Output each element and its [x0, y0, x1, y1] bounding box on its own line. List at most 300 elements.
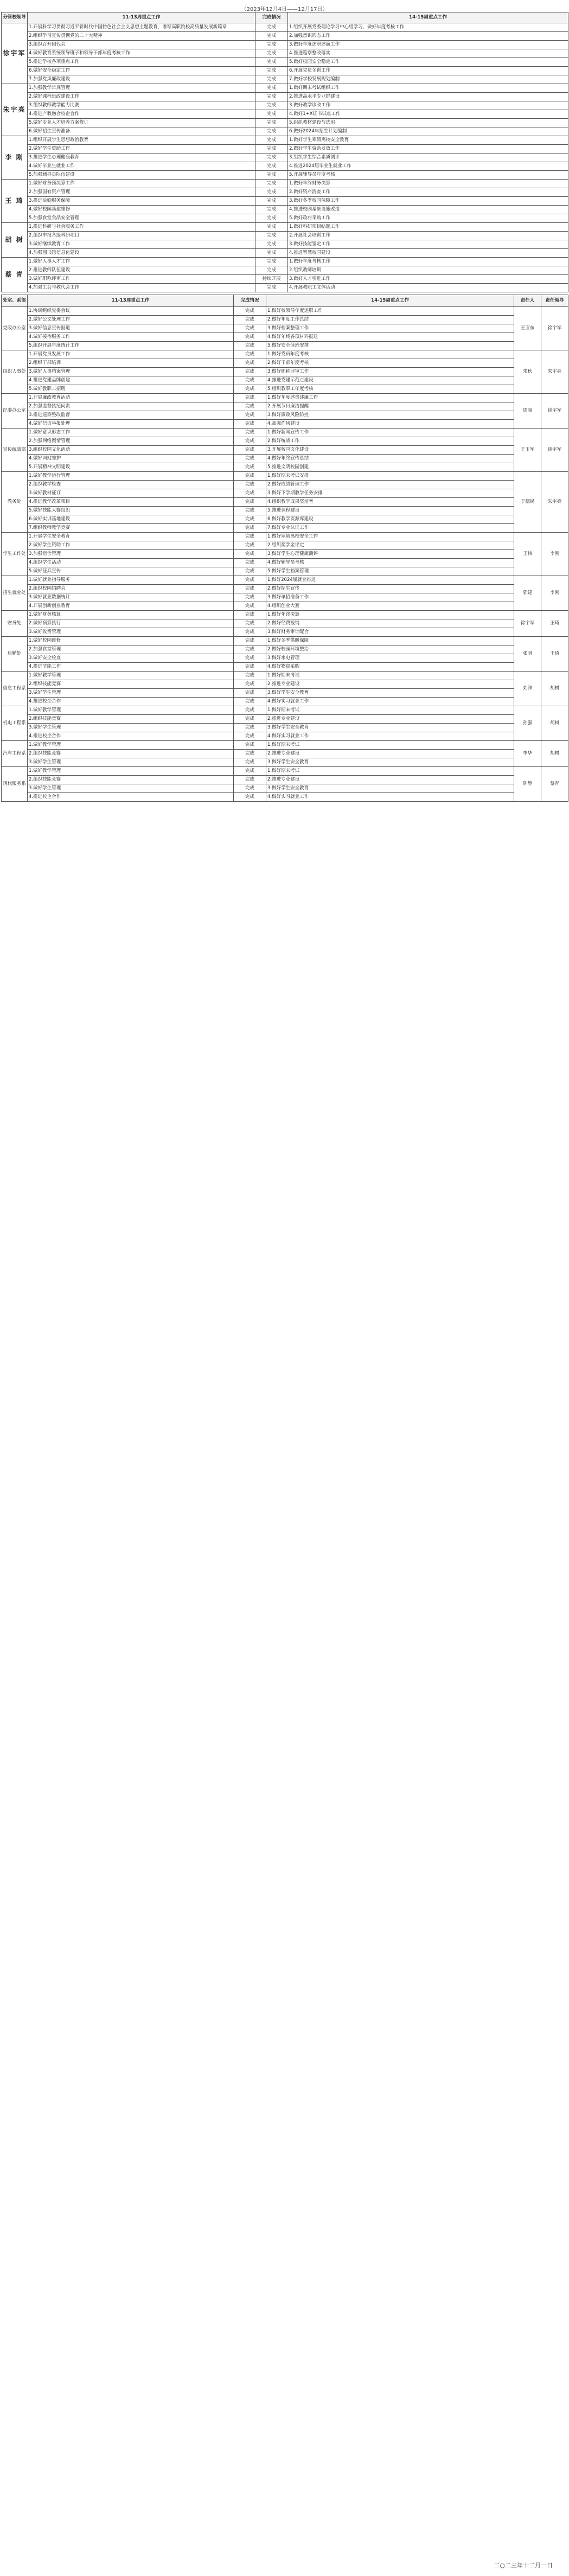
completion-status: 完成	[234, 420, 266, 429]
task-next: 5.组织教材建设与选用	[288, 119, 568, 127]
task-current: 3.做好人事档案管理	[28, 368, 234, 376]
table-row	[2, 793, 568, 802]
task-current: 4.做好网站维护	[28, 455, 234, 463]
task-next: 6.做好教学资源库建设	[266, 515, 514, 524]
completion-status: 完成	[234, 784, 266, 793]
task-next: 3.组织学生综合素质测评	[288, 154, 568, 162]
task-next: 3.做好技能鉴定工作	[288, 240, 568, 249]
responsible-leader: 李刚	[541, 533, 568, 576]
task-next: 4.做好1+X证书试点工作	[288, 110, 568, 119]
column-header: 14-15周重点工作	[288, 12, 568, 23]
task-current: 2.加强网络舆情管理	[28, 437, 234, 446]
task-current: 3.做好职称评审工作	[28, 275, 255, 284]
task-next: 1.做好年终决算	[266, 611, 514, 619]
completion-status: 完成	[255, 284, 288, 292]
completion-status: 完成	[234, 663, 266, 672]
completion-status: 完成	[234, 724, 266, 732]
task-next: 6.做好2024年招生计划编制	[288, 127, 568, 136]
table-row	[2, 223, 568, 232]
task-next: 3.做好人才引进工作	[288, 275, 568, 284]
table-row	[2, 324, 568, 333]
leader-name: 胡 树	[2, 223, 28, 258]
responsible-leader: 胡树	[541, 706, 568, 741]
completion-status: 完成	[255, 171, 288, 180]
table-row	[2, 472, 568, 481]
table-row	[2, 258, 568, 266]
table-row	[2, 240, 568, 249]
table-row	[2, 672, 568, 680]
table-row	[2, 359, 568, 368]
task-current: 5.加强辅导员队伍建设	[28, 171, 255, 180]
completion-status: 完成	[234, 672, 266, 680]
task-next: 5.做好学生档案管理	[266, 567, 514, 576]
department-name: 招生就业处	[2, 576, 28, 611]
department-name: 机电工程系	[2, 706, 28, 741]
task-next: 1.组织开展党委理论学习中心组学习，做好年度考核工作	[288, 23, 568, 32]
task-current: 3.做好学生管理	[28, 758, 234, 767]
task-next: 1.做好学生寒假离校安全教育	[288, 136, 568, 145]
completion-status: 完成	[234, 611, 266, 619]
task-next: 2.做好学生资助发放工作	[288, 145, 568, 154]
task-current: 3.做好继续教育工作	[28, 240, 255, 249]
completion-status: 完成	[234, 368, 266, 376]
task-current: 7.组织教师教学竞赛	[28, 524, 234, 533]
task-next: 5.推进课程建设	[266, 507, 514, 515]
department-name: 财务处	[2, 611, 28, 637]
task-current: 5.推进学校各项重点工作	[28, 58, 255, 67]
task-next: 2.开展社会培训工作	[288, 232, 568, 240]
table-row	[2, 214, 568, 223]
task-next: 3.做好学生安全教育	[266, 724, 514, 732]
task-next: 3.做好廉政风险防控	[266, 411, 514, 420]
table-row	[2, 576, 568, 585]
table-row	[2, 171, 568, 180]
task-current: 4.开展创新创业教育	[28, 602, 234, 611]
completion-status: 完成	[234, 567, 266, 576]
table-row	[2, 266, 568, 275]
task-next: 2.组织奖学金评定	[266, 541, 514, 550]
task-next: 2.做好干部年度考核	[266, 359, 514, 368]
task-current: 2.加强食堂管理	[28, 645, 234, 654]
task-next: 2.开展节日廉洁提醒	[266, 402, 514, 411]
task-next: 2.做好统战工作	[266, 437, 514, 446]
table-row	[2, 162, 568, 171]
table-row	[2, 75, 568, 84]
task-next: 2.推进专业建设	[266, 680, 514, 689]
table-row	[2, 715, 568, 724]
task-current: 5.做好教职工招聘	[28, 385, 234, 394]
task-current: 5.做好专业人才培养方案修订	[28, 119, 255, 127]
table-row	[2, 394, 568, 402]
task-next: 3.做好教学诊改工作	[288, 101, 568, 110]
task-current: 1.做好教学管理	[28, 706, 234, 715]
responsible-person: 孙强	[514, 706, 541, 741]
task-current: 3.做好学生管理	[28, 724, 234, 732]
table-row	[2, 758, 568, 767]
table-row	[2, 567, 568, 576]
completion-status: 完成	[234, 593, 266, 602]
table-row	[2, 420, 568, 429]
task-next: 3.做好水电管理	[266, 654, 514, 663]
table-row	[2, 49, 568, 58]
completion-status: 完成	[234, 446, 266, 455]
task-next: 1.做好期末考试	[266, 741, 514, 750]
table-row	[2, 481, 568, 489]
task-next: 2.做好资产清查工作	[288, 188, 568, 197]
table-row	[2, 489, 568, 498]
task-next: 4.做好实习就业工作	[266, 793, 514, 802]
task-current: 1.做好教学管理	[28, 672, 234, 680]
task-next: 3.做好学生心理健康测评	[266, 550, 514, 559]
completion-status: 完成	[234, 333, 266, 342]
task-current: 1.做好人事人才工作	[28, 258, 255, 266]
completion-status: 完成	[234, 541, 266, 550]
responsible-leader: 朱宇亮	[541, 472, 568, 533]
responsible-leader: 朱宇亮	[541, 350, 568, 394]
completion-status: 完成	[234, 776, 266, 784]
task-next: 3.做好学生安全教育	[266, 758, 514, 767]
task-next: 5.做好政府采购工作	[288, 214, 568, 223]
table-row	[2, 368, 568, 376]
table-row	[2, 455, 568, 463]
table-row	[2, 32, 568, 41]
table-row	[2, 637, 568, 645]
task-current: 2.做好公文处理工作	[28, 316, 234, 324]
completion-status: 完成	[234, 654, 266, 663]
task-current: 3.组织校园文化活动	[28, 446, 234, 455]
table-row	[2, 23, 568, 32]
completion-status: 完成	[234, 602, 266, 611]
completion-status: 完成	[255, 188, 288, 197]
task-current: 3.推进后勤服务保障	[28, 197, 255, 206]
task-current: 1.开展学生安全教育	[28, 533, 234, 541]
task-next: 3.做好职称评审工作	[266, 368, 514, 376]
completion-status: 完成	[234, 489, 266, 498]
table-row	[2, 585, 568, 593]
responsible-leader: 徐宇军	[541, 307, 568, 350]
task-current: 4.推进教学改革项目	[28, 498, 234, 507]
table-row	[2, 507, 568, 515]
task-current: 4.做好教育系统领导班子和领导干部年度考核工作	[28, 49, 255, 58]
completion-status: 完成	[255, 84, 288, 93]
task-next: 4.开展教职工文体活动	[288, 284, 568, 292]
task-current: 2.组织技能竞赛	[28, 715, 234, 724]
task-current: 1.做好意识形态工作	[28, 429, 234, 437]
table-row	[2, 533, 568, 541]
task-current: 2.组织技能竞赛	[28, 776, 234, 784]
task-current: 4.推进产教融合校企合作	[28, 110, 255, 119]
task-next: 4.组织创业大赛	[266, 602, 514, 611]
task-next: 3.做好冬季校园保障工作	[288, 197, 568, 206]
task-next: 5.开展辅导员年度考核	[288, 171, 568, 180]
task-next: 2.做好成绩管理工作	[266, 481, 514, 489]
table-row	[2, 680, 568, 689]
task-current: 1.组织开展学生思想政治教育	[28, 136, 255, 145]
task-current: 5.加强食堂食品安全管理	[28, 214, 255, 223]
task-next: 1.做好期末考试	[266, 706, 514, 715]
responsible-person: 张明	[514, 637, 541, 672]
task-next: 3.做好年度述职述廉工作	[288, 41, 568, 49]
task-next: 1.做好寒假离校安全工作	[266, 533, 514, 541]
table-row	[2, 180, 568, 188]
table-row	[2, 698, 568, 706]
task-next: 5.推进文明校园创建	[266, 463, 514, 472]
completion-status: 完成	[255, 23, 288, 32]
table-row	[2, 524, 568, 533]
table-row	[2, 619, 568, 628]
task-current: 3.组织召开团代会	[28, 41, 255, 49]
completion-status: 完成	[234, 411, 266, 420]
task-current: 3.推进学生心理健康教育	[28, 154, 255, 162]
task-current: 3.做好就业数据统计	[28, 593, 234, 602]
task-next: 2.做好经费报销	[266, 619, 514, 628]
completion-status: 完成	[234, 533, 266, 541]
task-current: 3.加强宿舍管理	[28, 550, 234, 559]
task-current: 1.推进科研与社会服务工作	[28, 223, 255, 232]
completion-status: 完成	[255, 214, 288, 223]
completion-status: 完成	[234, 637, 266, 645]
task-next: 4.推进智慧校园建设	[288, 249, 568, 258]
table-row	[2, 750, 568, 758]
task-next: 7.做好专业认证工作	[266, 524, 514, 533]
task-current: 4.做好毕业生就业工作	[28, 162, 255, 171]
task-current: 1.做好教学管理	[28, 741, 234, 750]
task-next: 7.做好学校发展规划编制	[288, 75, 568, 84]
table-row	[2, 67, 568, 75]
task-current: 4.组织学生活动	[28, 559, 234, 567]
completion-status: 完成	[255, 67, 288, 75]
task-next: 4.加强作风建设	[266, 420, 514, 429]
responsible-leader: 胡树	[541, 672, 568, 706]
leader-name: 王 琦	[2, 180, 28, 223]
task-current: 3.做好学生管理	[28, 784, 234, 793]
task-current: 2.加强监督执纪问责	[28, 402, 234, 411]
table-row	[2, 741, 568, 750]
responsible-leader: 李刚	[541, 576, 568, 611]
completion-status: 完成	[234, 698, 266, 706]
task-current: 1.加强教学常规管理	[28, 84, 255, 93]
completion-status: 完成	[234, 472, 266, 481]
completion-status: 完成	[255, 197, 288, 206]
table-row	[2, 724, 568, 732]
task-current: 1.开展党员发展工作	[28, 350, 234, 359]
department-name: 后勤处	[2, 637, 28, 672]
table-row	[2, 350, 568, 359]
task-next: 1.做好期末考试安排	[266, 472, 514, 481]
completion-status: 完成	[234, 385, 266, 394]
completion-status: 完成	[255, 223, 288, 232]
task-current: 2.做好预算执行	[28, 619, 234, 628]
task-current: 7.加强党风廉政建设	[28, 75, 255, 84]
table-row	[2, 376, 568, 385]
task-current: 4.加强工会与教代会工作	[28, 284, 255, 292]
department-work-table	[1, 295, 568, 802]
task-current: 2.做好课程思政建设工作	[28, 93, 255, 101]
table-row	[2, 593, 568, 602]
table-row	[2, 84, 568, 93]
table-row	[2, 342, 568, 350]
table-row	[2, 119, 568, 127]
table-row	[2, 154, 568, 162]
completion-status: 完成	[234, 619, 266, 628]
table-row	[2, 654, 568, 663]
department-name: 汽车工程系	[2, 741, 28, 767]
task-current: 3.做好信息宣传报道	[28, 324, 234, 333]
task-next: 1.做好年度述责述廉工作	[266, 394, 514, 402]
responsible-person: 李华	[514, 741, 541, 767]
task-current: 4.推进校企合作	[28, 732, 234, 741]
table-row	[2, 197, 568, 206]
completion-status: 完成	[234, 715, 266, 724]
table-row	[2, 429, 568, 437]
leaders-work-table	[1, 12, 568, 292]
task-current: 1.做好校园维修	[28, 637, 234, 645]
task-next: 4.做好年终宣传总结	[266, 455, 514, 463]
task-current: 1.协调组织党委会议	[28, 307, 234, 316]
table-row	[2, 611, 568, 619]
table-row	[2, 110, 568, 119]
completion-status: 完成	[234, 767, 266, 776]
task-current: 2.加强国有资产管理	[28, 188, 255, 197]
table-row	[2, 41, 568, 49]
task-next: 4.组织教学成果奖培育	[266, 498, 514, 507]
column-header: 分管校领导	[2, 12, 28, 23]
table-row	[2, 275, 568, 284]
completion-status: 完成	[234, 550, 266, 559]
completion-status: 完成	[255, 75, 288, 84]
task-current: 1.做好教学管理	[28, 767, 234, 776]
completion-status: 完成	[255, 41, 288, 49]
completion-status: 完成	[234, 324, 266, 333]
task-current: 5.做好技能大赛组织	[28, 507, 234, 515]
task-current: 2.组织干部培训	[28, 359, 234, 368]
task-next: 2.推进专业建设	[266, 750, 514, 758]
leader-name: 李 刚	[2, 136, 28, 180]
task-next: 4.推进校园基础设施改造	[288, 206, 568, 214]
responsible-person: 于德民	[514, 472, 541, 533]
completion-status: 完成	[234, 758, 266, 767]
completion-status: 完成	[255, 58, 288, 67]
task-current: 4.推进校企合作	[28, 698, 234, 706]
table-row	[2, 732, 568, 741]
task-next: 4.推进党建示范点建设	[266, 376, 514, 385]
department-name: 宣传统战部	[2, 429, 28, 472]
task-current: 1.做好就业指导服务	[28, 576, 234, 585]
completion-status: 完成	[234, 576, 266, 585]
task-current: 5.开展精神文明建设	[28, 463, 234, 472]
completion-status: 完成	[234, 793, 266, 802]
responsible-leader: 蔡青	[541, 767, 568, 802]
task-next: 1.做好2024届就业推进	[266, 576, 514, 585]
task-current: 4.推进党建品牌创建	[28, 376, 234, 385]
completion-status: 完成	[255, 32, 288, 41]
task-current: 3.做好安全检查	[28, 654, 234, 663]
table-row	[2, 145, 568, 154]
task-next: 1.做好期末考试	[266, 672, 514, 680]
table-row	[2, 463, 568, 472]
department-name: 纪委办公室	[2, 394, 28, 429]
task-current: 2.组织申报各级科研项目	[28, 232, 255, 240]
task-next: 5.做好校园安全稳定工作	[288, 58, 568, 67]
table-row	[2, 136, 568, 145]
completion-status: 完成	[234, 732, 266, 741]
table-row	[2, 402, 568, 411]
department-name: 教务处	[2, 472, 28, 533]
task-next: 5.做好安全值班安排	[266, 342, 514, 350]
task-next: 2.做好年度工作总结	[266, 316, 514, 324]
task-next: 2.做好校园环境整治	[266, 645, 514, 654]
completion-status: 完成	[234, 437, 266, 446]
leader-name: 朱宇亮	[2, 84, 28, 136]
task-current: 2.做好学生资助工作	[28, 541, 234, 550]
completion-status: 完成	[234, 376, 266, 385]
task-next: 4.做好年终各项材料报送	[266, 333, 514, 342]
completion-status: 完成	[255, 49, 288, 58]
task-next: 1.做好期末考试组织工作	[288, 84, 568, 93]
completion-status: 完成	[234, 429, 266, 437]
table-row	[2, 188, 568, 197]
task-current: 4.推进节能工作	[28, 663, 234, 672]
responsible-person: 王卫东	[514, 307, 541, 350]
completion-status: 完成	[234, 359, 266, 368]
table-row	[2, 101, 568, 110]
leader-name: 徐宇军	[2, 23, 28, 84]
table-row	[2, 437, 568, 446]
task-next: 1.做好党员年度考核	[266, 350, 514, 359]
completion-status: 完成	[255, 249, 288, 258]
task-current: 6.做好实训基地建设	[28, 515, 234, 524]
completion-status: 完成	[234, 498, 266, 507]
task-current: 3.做好学生管理	[28, 689, 234, 698]
responsible-leader: 王琦	[541, 611, 568, 637]
task-current: 4.加强图书馆信息化建设	[28, 249, 255, 258]
column-header: 11-13周重点工作	[28, 12, 255, 23]
task-next: 2.推进高水平专业群建设	[288, 93, 568, 101]
task-current: 5.组织开展年度统计工作	[28, 342, 234, 350]
table-row	[2, 515, 568, 524]
table-row	[2, 249, 568, 258]
table-row	[2, 93, 568, 101]
table-row	[2, 645, 568, 654]
task-next: 1.做好期末考试	[266, 767, 514, 776]
task-next: 1.做好冬季供暖保障	[266, 637, 514, 645]
responsible-person: 刘洋	[514, 672, 541, 706]
department-name: 信息工程系	[2, 672, 28, 706]
task-current: 2.组织学习宣传贯彻党的二十大精神	[28, 32, 255, 41]
task-next: 5.组织教职工年度考核	[266, 385, 514, 394]
completion-status: 完成	[234, 463, 266, 472]
completion-status: 完成	[255, 136, 288, 145]
task-current: 4.推进校企合作	[28, 793, 234, 802]
responsible-person: 陈静	[514, 767, 541, 802]
task-current: 4.做好信访举报处理	[28, 420, 234, 429]
column-header: 11-13周重点工作	[28, 295, 234, 307]
task-current: 6.做好安全稳定工作	[28, 67, 255, 75]
completion-status: 完成	[234, 455, 266, 463]
task-current: 6.做好招生宣传准备	[28, 127, 255, 136]
task-next: 2.推进专业建设	[266, 776, 514, 784]
completion-status: 完成	[234, 559, 266, 567]
task-next: 3.做好档案整理工作	[266, 324, 514, 333]
column-header: 完成情况	[234, 295, 266, 307]
table-row	[2, 446, 568, 455]
table-row	[2, 767, 568, 776]
table-row	[2, 689, 568, 698]
completion-status: 完成	[255, 180, 288, 188]
task-current: 2.做好学生资助工作	[28, 145, 255, 154]
task-next: 4.推进2024届毕业生就业工作	[288, 162, 568, 171]
table-row	[2, 550, 568, 559]
